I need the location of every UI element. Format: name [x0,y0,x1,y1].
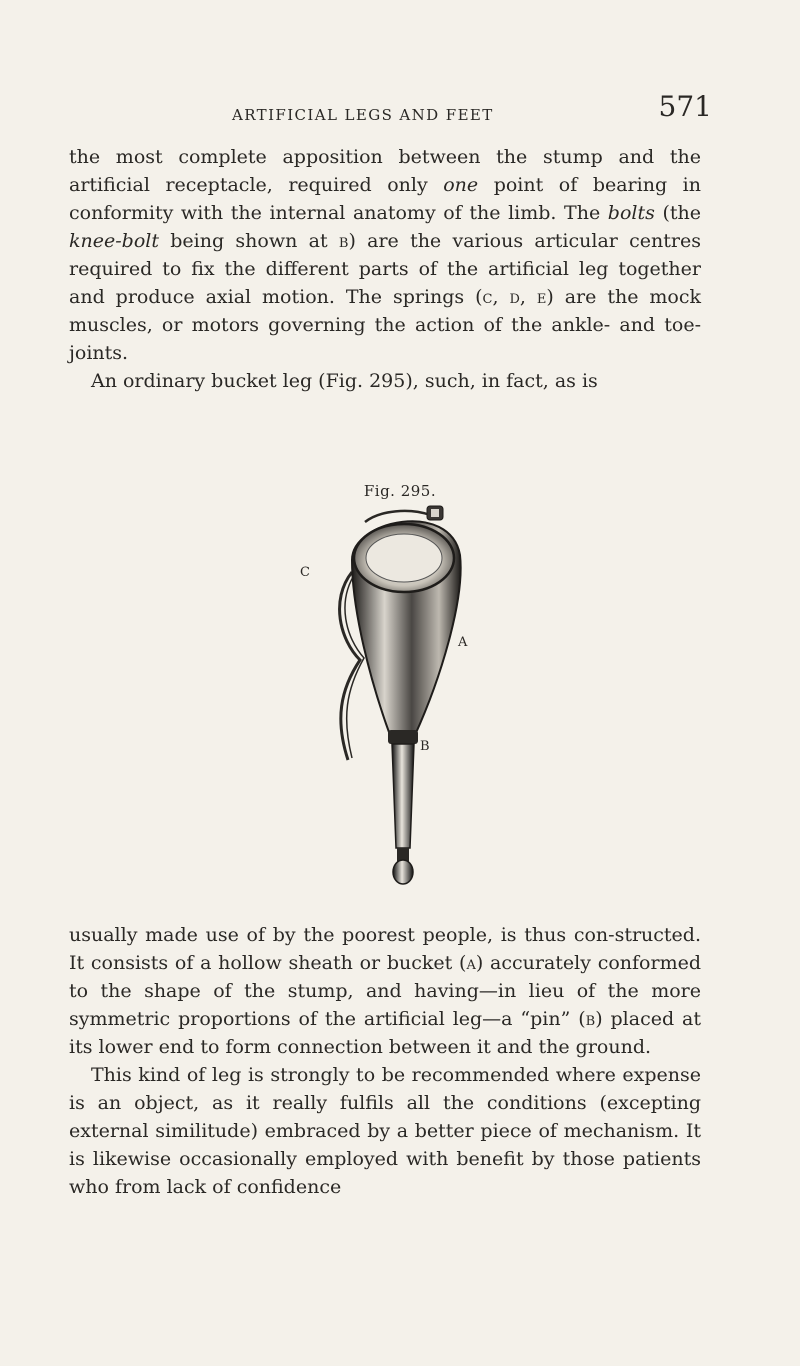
italic-text: one [443,174,479,196]
text-run: ) are the various articular centres required to fix the different parts of the artificial leg together and produce axial motion. The springs ( [69,230,701,308]
page-number: 571 [658,90,712,123]
label-b: B [420,739,430,754]
small-caps-text: c, d, e [482,286,547,308]
collar [388,730,418,744]
pin-foot [393,860,413,884]
text-run: the most complete apposition between the stump and the artificial receptacle, required only [69,146,701,196]
small-caps-text: a [466,952,476,974]
paragraph-continuation [69,143,701,367]
lower-text-block [69,921,701,1201]
label-a: A [458,635,468,650]
small-caps-text: b [338,230,349,252]
text-run: point of bearing in conformity with the internal anatomy of the limb. The [69,174,701,224]
text-run: being shown at [158,230,339,252]
text-run: usually made use of by the poorest people, is thus con-structed. It consists of a hollow sheath or bucket ( [69,924,701,974]
running-head: ARTIFICIAL LEGS AND FEET [232,106,494,124]
paragraph-bucket-construction [69,921,701,1061]
text-run: ) placed at its lower end to form connection between it and the ground. [69,1008,701,1058]
paragraph-bucket-leg-intro: An ordinary bucket leg (Fig. 295), such, in fact, as is [91,370,598,392]
pin [392,744,414,848]
page-header [232,86,712,136]
figure-caption: Fig. 295. [363,482,437,500]
text-run: ) are the mock muscles, or motors governing the action of the ankle- and toe-joints. [69,286,701,364]
small-caps-text: b [585,1008,596,1030]
paragraph-recommendation: This kind of leg is strongly to be recommended where expense is an object, as it really fulfils all the conditions (excepting external similitude) embraced by a better piece of mechanism. It is likewise occasionally employed with benefit by those patients who from lack of confidence [69,1064,701,1198]
text-run: (the [654,202,702,224]
label-c: C [300,565,310,580]
bucket-leg-illustration [300,480,500,900]
text-run: ) accurately conformed to the shape of the stump, and having—in lieu of the more symmetric proportions of the artificial leg—a “pin” ( [69,952,701,1030]
italic-text: knee-bolt [69,230,159,252]
italic-text: bolts [607,202,655,224]
upper-text-block [69,143,701,395]
